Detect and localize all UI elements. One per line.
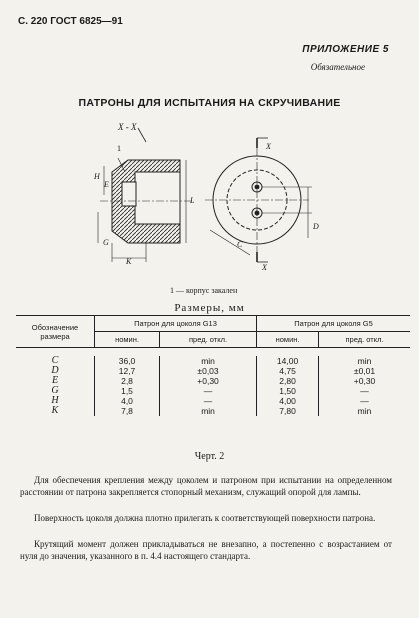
cell-tolerance: ±0,03 — [160, 366, 257, 376]
cut-label-bottom: X — [262, 263, 267, 272]
page-header: С. 220 ГОСТ 6825—91 — [18, 16, 123, 27]
cell-value: 2,80 — [257, 376, 319, 386]
group-g13: Патрон для цоколя G13 — [95, 316, 257, 332]
table-row — [16, 396, 410, 406]
table-row — [16, 356, 410, 366]
cell-tolerance: min — [160, 406, 257, 416]
cell-tolerance: — — [160, 396, 257, 406]
cell-tolerance: min — [160, 356, 257, 366]
cell-value: 7,8 — [95, 406, 160, 416]
figure-caption: 1 — корпус закален — [170, 286, 238, 295]
cell-value: 14,00 — [257, 356, 319, 366]
subhead: пред. откл. — [319, 332, 410, 348]
cell-tolerance: +0,30 — [160, 376, 257, 386]
subhead: пред. откл. — [160, 332, 257, 348]
row-symbol: G — [51, 385, 59, 396]
dim-label-h: H — [94, 172, 100, 181]
figure-label: Черт. 2 — [194, 451, 225, 462]
row-symbol: D — [51, 365, 59, 376]
subhead: номин. — [95, 332, 160, 348]
subhead: номин. — [257, 332, 319, 348]
paragraph-text: Крутящий момент должен прикладываться не внезапно, а постепенно с возрастанием от нуля до значения, указанного в п. 4.4 настоящего стандарта. — [20, 539, 392, 561]
cell-value: 1,5 — [95, 386, 160, 396]
dim-label-g: G — [103, 238, 109, 247]
table-heading: Размеры, мм — [174, 302, 245, 314]
cell-value: 12,7 — [95, 366, 160, 376]
callout-1: 1 — [117, 144, 121, 153]
row-symbol: H — [51, 395, 59, 406]
dimensions-table — [16, 315, 410, 422]
cell-value: 36,0 — [95, 356, 160, 366]
cell-value: 4,0 — [95, 396, 160, 406]
dim-label-d: D — [313, 222, 319, 231]
dim-label-l: L — [190, 196, 195, 205]
cell-tolerance: ±0,01 — [319, 366, 410, 376]
row-symbol: E — [51, 375, 59, 386]
col-param: Обозначение размера — [16, 316, 95, 348]
cell-value: 7,80 — [257, 406, 319, 416]
appendix-status: Обязательное — [310, 62, 365, 72]
plan-view — [205, 138, 312, 262]
dim-label-c: C — [237, 240, 243, 249]
dim-label-e: E — [104, 180, 109, 189]
section-view — [98, 128, 194, 262]
cell-value: 2,8 — [95, 376, 160, 386]
table-row — [16, 366, 410, 376]
table-row — [16, 386, 410, 396]
cell-tolerance: — — [319, 396, 410, 406]
document-title: ПАТРОНЫ ДЛЯ ИСПЫТАНИЯ НА СКРУЧИВАНИЕ — [78, 97, 341, 109]
cell-tolerance: — — [319, 386, 410, 396]
cell-value: 1,50 — [257, 386, 319, 396]
group-g5: Патрон для цоколя G5 — [257, 316, 410, 332]
cell-tolerance: +0,30 — [319, 376, 410, 386]
paragraph — [20, 538, 392, 562]
paragraph-text: Поверхность цоколя должна плотно прилегать к соответствующей поверхности патрона. — [34, 513, 376, 523]
cell-tolerance: min — [319, 406, 410, 416]
table-row — [16, 376, 410, 386]
paragraph-text: Для обеспечения крепления между цоколем и патроном при испытании на определенном расстоянии от патрона закрепляется стопорный механизм, служащий опорой для лампы. — [20, 475, 392, 497]
dim-label-k: K — [126, 257, 132, 266]
cell-tolerance: min — [319, 356, 410, 366]
section-label: X - X — [118, 122, 137, 132]
cell-value: 4,75 — [257, 366, 319, 376]
table-row — [16, 406, 410, 416]
row-symbol: C — [51, 355, 59, 366]
cell-tolerance: — — [160, 386, 257, 396]
appendix-label: ПРИЛОЖЕНИЕ 5 — [302, 44, 389, 55]
paragraph — [20, 512, 392, 524]
cell-value: 4,00 — [257, 396, 319, 406]
row-symbol: K — [51, 405, 59, 416]
cut-label-top: X — [266, 142, 271, 151]
paragraph — [20, 474, 392, 498]
